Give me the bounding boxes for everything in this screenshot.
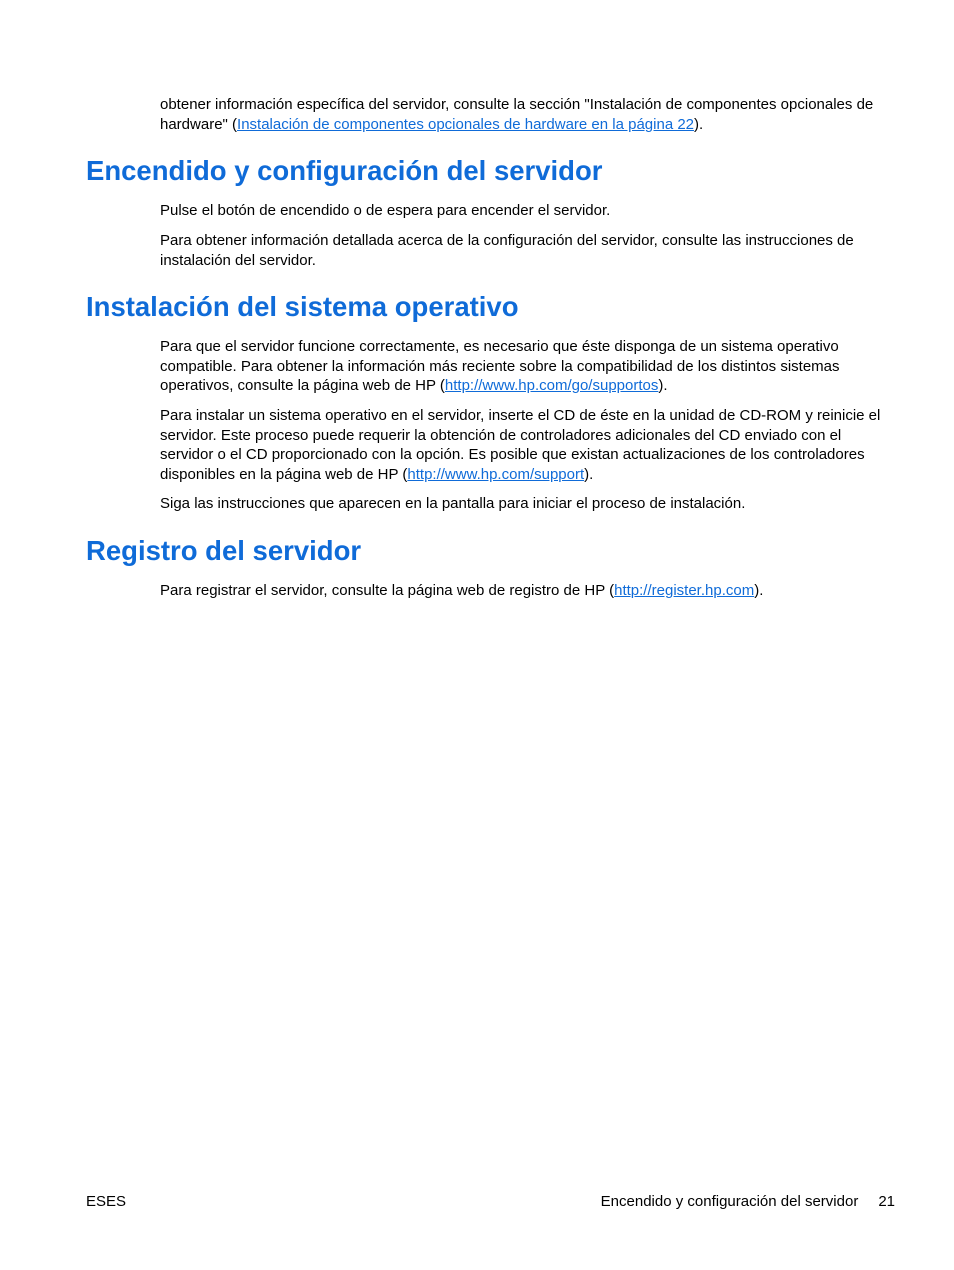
os-install-text: Para instalar un sistema operativo en el servidor, inserte el CD de éste en la unidad de CD-ROM y reinicie el servidor. Este proceso puede requerir la obtención de controladores adicionales del CD enviado con el servidor o el CD proporcionado con la opción. Es posible que existan actualizaciones de los controladores disponibles en la página web de HP ( — [160, 407, 881, 483]
os-compat-paragraph — [160, 337, 895, 396]
power-on-paragraph: Pulse el botón de encendido o de espera para encender el servidor. — [160, 202, 611, 219]
registration-text: Para registrar el servidor, consulte la página web de registro de HP ( — [160, 582, 615, 599]
support-link[interactable]: http://www.hp.com/support — [407, 465, 585, 483]
os-compat-text-end: ). — [658, 377, 668, 394]
footer-locale-code: ESES — [86, 1193, 127, 1210]
section-heading-power-on: Encendido y configuración del servidor — [86, 155, 603, 186]
os-install-paragraph — [160, 406, 895, 484]
section-heading-registration: Registro del servidor — [86, 535, 362, 566]
supportos-link[interactable]: http://www.hp.com/go/supportos — [444, 377, 659, 394]
registration-paragraph — [160, 581, 895, 601]
intro-text: obtener información específica del servidor, consulte la sección "Instalación de componentes opcionales de hardware" ( — [160, 96, 874, 133]
hardware-options-link[interactable]: Instalación de componentes opcionales de hardware en la página 22 — [237, 115, 695, 133]
os-compat-text: Para que el servidor funcione correctamente, es necesario que éste disponga de un sistema operativo compatible. Para obtener la información más reciente sobre la compatibilidad de los distintos sistemas operativos, consulte la página web de HP ( — [160, 338, 840, 394]
register-link[interactable]: http://register.hp.com — [614, 582, 755, 599]
configuration-paragraph: Para obtener información detallada acerca de la configuración del servidor, consulte las instrucciones de instalación del servidor. — [160, 232, 854, 269]
os-install-text-end: ). — [584, 465, 594, 483]
os-instructions-paragraph: Siga las instrucciones que aparecen en la pantalla para iniciar el proceso de instalación. — [160, 495, 746, 512]
intro-paragraph — [160, 95, 895, 134]
intro-text-end: ). — [694, 115, 704, 133]
registration-text-end: ). — [754, 582, 764, 599]
footer-page-number: 21 — [878, 1193, 895, 1210]
section-heading-os-install: Instalación del sistema operativo — [86, 291, 519, 322]
footer-section-info — [601, 1192, 895, 1211]
footer-section-title: Encendido y configuración del servidor — [600, 1193, 859, 1210]
